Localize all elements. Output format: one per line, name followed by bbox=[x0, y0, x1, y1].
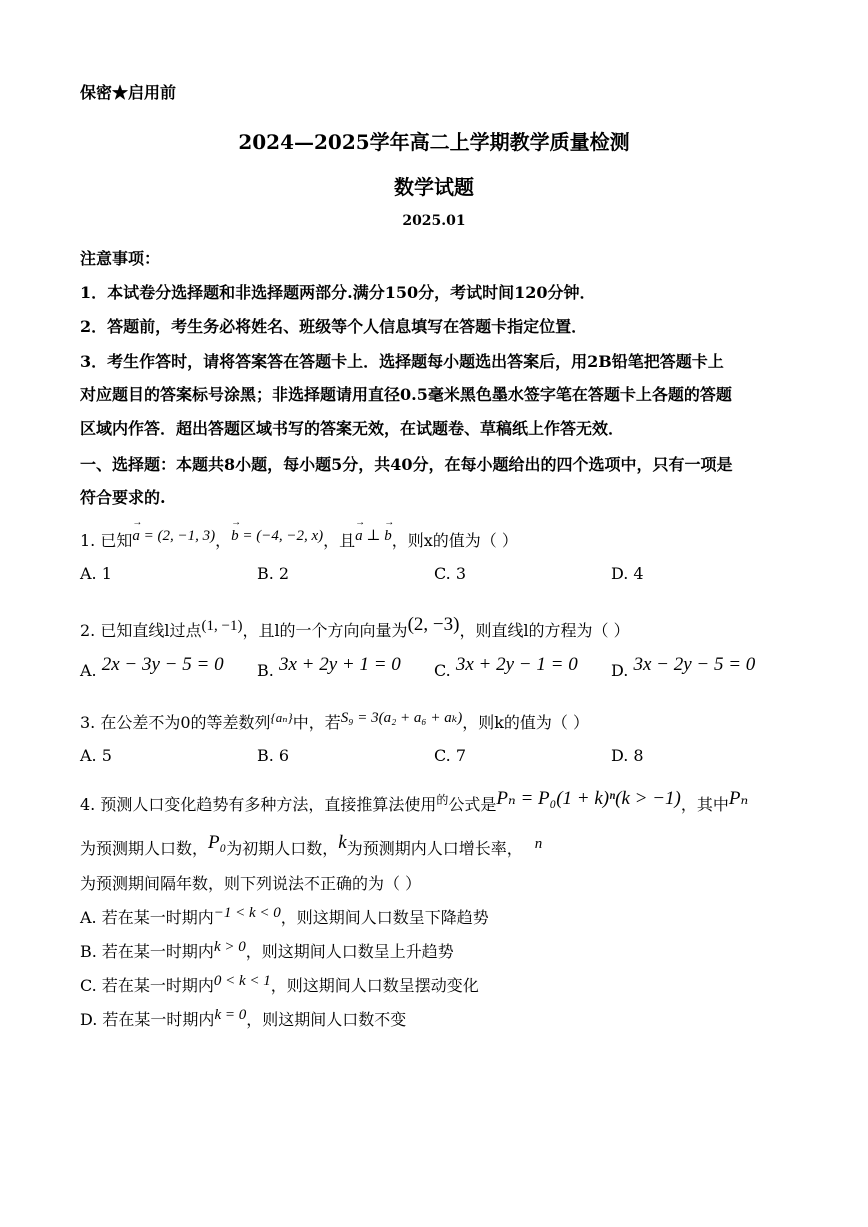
section-1-line-1: 一、选择题：本题共8小题，每小题5分，共40分，在每小题给出的四个选项中，只有一项是 bbox=[80, 455, 733, 474]
q4-pn: Pₙ bbox=[728, 788, 749, 809]
q4-p0: P₀ bbox=[208, 832, 227, 853]
q1-vector-a-name: → a bbox=[132, 528, 140, 545]
q2-point: (1, −1) bbox=[201, 618, 243, 634]
question-4-line-1 bbox=[80, 788, 749, 816]
q1-vector-b-name: → b bbox=[231, 528, 239, 545]
q2-option-a-label: A. bbox=[80, 661, 97, 680]
note-2: 2．答题前，考生务必将姓名、班级等个人信息填写在答题卡指定位置． bbox=[80, 317, 588, 336]
section-1-line-2: 符合要求的. bbox=[80, 488, 166, 507]
q4-option-a bbox=[80, 905, 489, 928]
q3-option-b: B. 6 bbox=[257, 746, 290, 765]
note-1: 1．本试卷分选择题和非选择题两部分.满分150分，考试时间120分钟． bbox=[80, 283, 596, 302]
q4-option-a-suffix: ，则这期间人口数呈下降趋势 bbox=[280, 908, 489, 927]
q4-option-c-suffix: ，则这期间人口数呈摆动变化 bbox=[270, 976, 479, 995]
q4-line2-c: 为预测期内人口增长率， bbox=[346, 839, 523, 858]
q4-option-d-suffix: ，则这期间人口数不变 bbox=[246, 1010, 407, 1029]
q1-option-a: A. 1 bbox=[80, 564, 112, 583]
question-4-line-3: 为预测期间隔年数，则下列说法不正确的为（ ） bbox=[80, 874, 422, 893]
q1-perp-b: → b bbox=[384, 528, 392, 545]
q1-vector-b-value: = (−4, −2, x) bbox=[242, 528, 324, 544]
question-4-line-2 bbox=[80, 832, 543, 860]
q1-vector-a bbox=[132, 528, 215, 544]
exam-title: 2024—2025学年高二上学期教学质量检测 bbox=[238, 130, 630, 154]
q4-prefix: 4. 预测人口变化趋势有多种方法，直接推算法使用 bbox=[80, 795, 437, 814]
q4-de: 的 bbox=[436, 793, 449, 807]
q2-option-b-equation: 3x + 2y + 1 = 0 bbox=[278, 654, 401, 675]
note-3-line-3: 区域内作答．超出答题区域书写的答案无效，在试题卷、草稿纸上作答无效． bbox=[80, 419, 625, 438]
q4-option-c-math: 0 < k < 1 bbox=[213, 973, 271, 989]
question-1 bbox=[80, 528, 518, 551]
q4-option-d bbox=[80, 1007, 406, 1030]
q4-option-b bbox=[80, 939, 454, 962]
q2-middle: ，且l的一个方向向量为 bbox=[242, 621, 408, 640]
question-3 bbox=[80, 710, 589, 733]
q3-equation: S₉ = 3(a₂ + a₆ + aₖ) bbox=[340, 710, 463, 726]
exam-subtitle: 数学试题 bbox=[394, 175, 474, 199]
q1-vector-b bbox=[231, 528, 323, 544]
q1-perp-a: → a bbox=[355, 528, 363, 545]
q2-prefix: 2. 已知直线l过点 bbox=[80, 621, 202, 640]
q2-direction-vector: (2, −3) bbox=[407, 614, 460, 635]
note-3-line-2: 对应题目的答案标号涂黑；非选择题请用直径0.5毫米黑色墨水签字笔在答题卡上各题的答题 bbox=[80, 385, 732, 404]
q4-option-b-math: k > 0 bbox=[213, 939, 246, 955]
q4-line2-a: 为预测期人口数， bbox=[80, 839, 209, 858]
q4-option-a-prefix: A. 若在某一时期内 bbox=[80, 908, 214, 927]
q1-perp-symbol: ⊥ bbox=[362, 528, 385, 544]
question-2 bbox=[80, 614, 630, 642]
q3-option-a: A. 5 bbox=[80, 746, 112, 765]
q2-option-b bbox=[257, 654, 401, 682]
q4-middle: 公式是 bbox=[448, 795, 497, 814]
q2-option-a-equation: 2x − 3y − 5 = 0 bbox=[101, 654, 224, 675]
q2-suffix: ，则直线l的方程为（ ） bbox=[459, 621, 630, 640]
q3-option-c: C. 7 bbox=[434, 746, 467, 765]
q2-option-a bbox=[80, 654, 224, 682]
q1-middle: ，且 bbox=[323, 531, 356, 550]
q3-option-d: D. 8 bbox=[611, 746, 644, 765]
q2-option-d-label: D. bbox=[611, 661, 629, 680]
q4-option-b-suffix: ，则这期间人口数呈上升趋势 bbox=[245, 942, 454, 961]
q3-middle: 中，若 bbox=[292, 713, 341, 732]
q2-option-d bbox=[611, 654, 756, 682]
q4-k: k bbox=[338, 832, 347, 853]
q4-option-b-prefix: B. 若在某一时期内 bbox=[80, 942, 214, 961]
q4-option-c bbox=[80, 973, 479, 996]
q3-prefix: 3. 在公差不为0的等差数列 bbox=[80, 713, 271, 732]
q4-option-d-math: k = 0 bbox=[214, 1007, 247, 1023]
q1-vector-a-value: = (2, −1, 3) bbox=[143, 528, 216, 544]
q1-suffix: ，则x的值为（ ） bbox=[391, 531, 518, 550]
q2-option-c bbox=[434, 654, 578, 682]
note-3-line-1: 3．考生作答时，请将答案答在答题卡上．选择题每小题选出答案后，用2B铅笔把答题卡上 bbox=[80, 352, 724, 371]
confidential-label: 保密★启用前 bbox=[80, 83, 177, 102]
q1-perp-condition bbox=[355, 528, 392, 544]
q1-option-d: D. 4 bbox=[611, 564, 644, 583]
q3-sequence: {aₙ} bbox=[270, 710, 293, 725]
q2-option-c-label: C. bbox=[434, 661, 451, 680]
q2-option-d-equation: 3x − 2y − 5 = 0 bbox=[633, 654, 756, 675]
exam-date: 2025.01 bbox=[402, 213, 466, 229]
q1-option-c: C. 3 bbox=[434, 564, 467, 583]
q4-line2-b: 为初期人口数， bbox=[226, 839, 339, 858]
q4-option-c-prefix: C. 若在某一时期内 bbox=[80, 976, 214, 995]
q4-suffix: ，其中 bbox=[680, 795, 729, 814]
q1-option-b: B. 2 bbox=[257, 564, 290, 583]
q1-prefix: 1. 已知 bbox=[80, 531, 133, 550]
q2-option-c-equation: 3x + 2y − 1 = 0 bbox=[455, 654, 578, 675]
q2-option-b-label: B. bbox=[257, 661, 274, 680]
q4-option-a-math: −1 < k < 0 bbox=[213, 905, 281, 921]
q4-n: n bbox=[534, 836, 543, 852]
q1-separator: ， bbox=[215, 531, 232, 550]
q3-suffix: ，则k的值为（ ） bbox=[462, 713, 590, 732]
q4-option-d-prefix: D. 若在某一时期内 bbox=[80, 1010, 215, 1029]
notes-heading: 注意事项： bbox=[80, 249, 161, 268]
q4-formula: Pₙ = P₀(1 + k)ⁿ(k > −1) bbox=[496, 788, 681, 809]
